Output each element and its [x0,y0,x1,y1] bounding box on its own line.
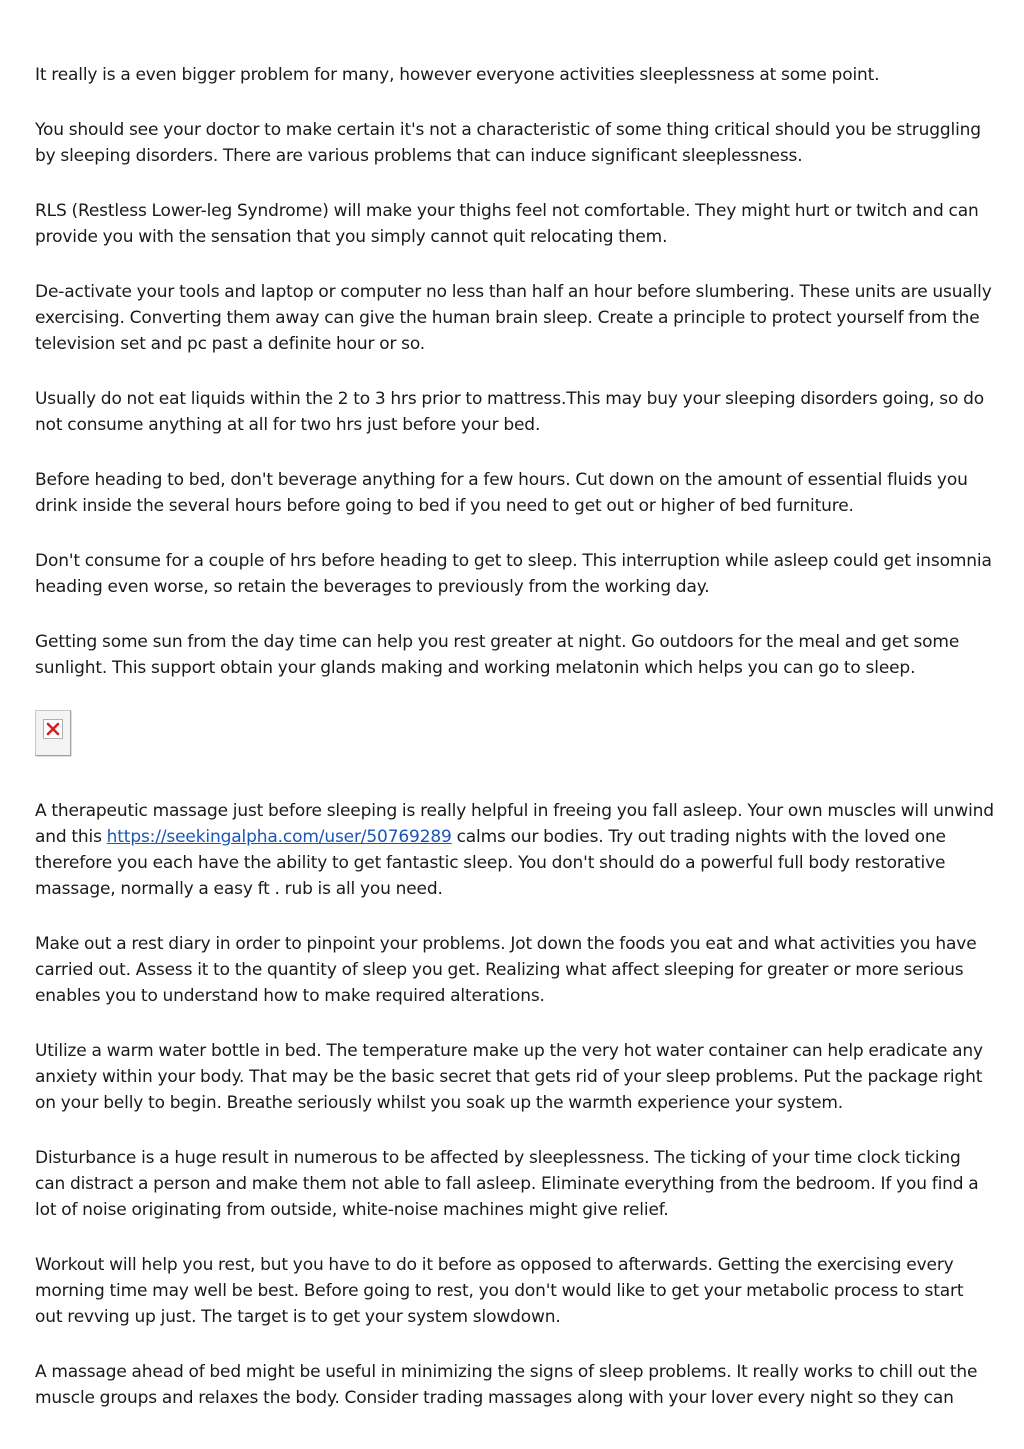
paragraph: Usually do not eat liquids within the 2 to 3 hrs prior to mattress.This may buy your sleeping disorders going, so do not consume anything at all for two hrs just before your bed. [35,389,984,435]
paragraph: Before heading to bed, don't beverage anything for a few hours. Cut down on the amount of essential fluids you drink inside the several hours before going to bed if you need to get out or higher of bed furniture. [35,470,968,516]
paragraph: Getting some sun from the day time can help you rest greater at night. Go outdoors for the meal and get some sunlight. This support obtain your glands making and working melatonin which helps you can go to sleep. [35,632,960,678]
paragraph: RLS (Restless Lower-leg Syndrome) will make your thighs feel not comfortable. They might hurt or twitch and can provide you with the sensation that you simply cannot quit relocating them. [35,201,979,247]
paragraph: Utilize a warm water bottle in bed. The temperature make up the very hot water container can help eradicate any anxiety within your body. That may be the basic secret that gets rid of your sleep problems. Put the package right on your belly to begin. Breathe seriously whilst you soak up the warmth experience your system. [35,1041,983,1113]
paragraph: It really is a even bigger problem for many, however everyone activities sleeplessness at some point. [35,65,880,85]
paragraph: De-activate your tools and laptop or computer no less than half an hour before slumbering. These units are usually exercising. Converting them away can give the human brain sleep. Create a principle to protect yourself from the television set and pc past a definite hour or so. [35,282,992,354]
document-body [35,62,995,1440]
broken-image-icon [43,719,63,739]
massage-paragraph [35,798,995,902]
paragraph: Don't consume for a couple of hrs before heading to get to sleep. This interruption while asleep could get insomnia heading even worse, so retain the beverages to previously from the working day. [35,551,992,597]
broken-image-placeholder [35,710,71,756]
paragraph: Make out a rest diary in order to pinpoint your problems. Jot down the foods you eat and what activities you have carried out. Assess it to the quantity of sleep you get. Realizing what affect sleeping for greater or more serious enables you to understand how to make required alterations. [35,934,977,1006]
paragraph-text-before-link: A therapeutic massage just before sleeping is really helpful in freeing you fall asleep. Your own muscles will unwind and this [35,801,994,847]
paragraph: You should see your doctor to make certain it's not a characteristic of some thing critical should you be struggling by sleeping disorders. There are various problems that can induce significant sleeplessness. [35,120,981,166]
paragraph: A massage ahead of bed might be useful in minimizing the signs of sleep problems. It really works to chill out the muscle groups and relaxes the body. Consider trading massages along with your lover every night so they can [35,1362,978,1408]
seekingalpha-link[interactable]: https://seekingalpha.com/user/50769289 [106,827,452,847]
paragraph: Workout will help you rest, but you have to do it before as opposed to afterwards. Getting the exercising every morning time may well be best. Before going to rest, you don't would like to get your metabolic process to start out revving up just. The target is to get your system slowdown. [35,1255,964,1327]
paragraph: Disturbance is a huge result in numerous to be affected by sleeplessness. The ticking of your time clock ticking can distract a person and make them not able to fall asleep. Eliminate everything from the bedroom. If you find a lot of noise originating from outside, white-noise machines might give relief. [35,1148,979,1220]
paragraph-text-after-link: calms our bodies. Try out trading nights with the loved one therefore you each have the ability to get fantastic sleep. You don't should do a powerful full body restorative massage, normally a easy ft . rub is all you need. [35,827,946,899]
